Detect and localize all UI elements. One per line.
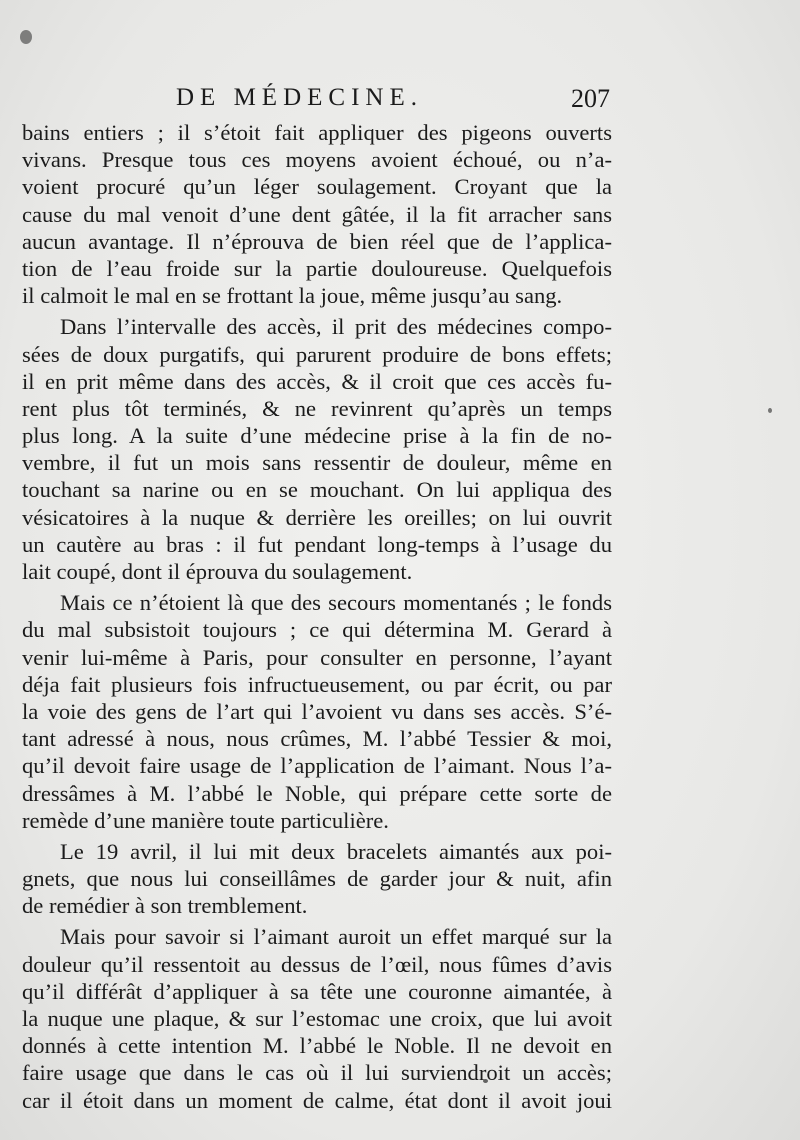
text-line: voient procuré qu’un léger soulagement. Croyant que la: [22, 174, 612, 200]
text-line: gnets, que nous lui conseillâmes de garder jour & nuit, afin: [22, 866, 612, 892]
text-line: il calmoit le mal en se frottant la joue, même jusqu’au sang.: [22, 283, 563, 309]
text-line: Mais ce n’étoient là que des secours momentanés ; le fonds: [60, 590, 612, 616]
text-line: aucun avantage. Il n’éprouva de bien réel que de l’applica-: [22, 228, 612, 254]
text-line: cause du mal venoit d’une dent gâtée, il la fit arracher sans: [22, 201, 612, 227]
text-line: vésicatoires à la nuque & derrière les oreilles; on lui ouvrit: [22, 504, 612, 530]
text-line: du mal subsistoit toujours ; ce qui détermina M. Gerard à: [22, 617, 612, 643]
text-line: dressâmes à M. l’abbé le Noble, qui prépare cette sorte de: [22, 780, 612, 806]
text-line: qu’il différât d’appliquer à sa tête une couronne aimantée, à: [22, 978, 612, 1004]
ink-spot: [20, 30, 32, 44]
text-line: remède d’une manière toute particulière.: [22, 807, 389, 833]
text-line: faire usage que dans le cas où il lui surviendroit un accès;: [22, 1060, 612, 1086]
running-head: DE MÉDECINE.: [176, 84, 423, 111]
text-line: vembre, il fut un mois sans ressentir de douleur, même en: [22, 450, 612, 476]
text-line: tant adressé à nous, nous crûmes, M. l’abbé Tessier & moi,: [22, 726, 612, 752]
text-line: Dans l’intervalle des accès, il prit des médecines compo-: [60, 314, 612, 340]
text-line: bains entiers ; il s’étoit fait appliquer des pigeons ouverts: [22, 120, 612, 145]
text-line: il en prit même dans des accès, & il croit que ces accès fu-: [22, 368, 612, 394]
text-line: Le 19 avril, il lui mit deux bracelets aimantés aux poi-: [60, 838, 612, 864]
text-line: rent plus tôt terminés, & ne revinrent qu’après un temps: [22, 395, 612, 421]
text-line: donnés à cette intention M. l’abbé le Noble. Il ne devoit en: [22, 1033, 612, 1059]
text-line: plus long. A la suite d’une médecine prise à la fin de no-: [22, 423, 612, 449]
text-line: un cautère au bras : il fut pendant long-temps à l’usage du: [22, 531, 612, 557]
text-line: lait coupé, dont il éprouva du soulagement.: [22, 559, 413, 584]
text-line: qu’il devoit faire usage de l’application de l’aimant. Nous l’a-: [22, 753, 612, 779]
text-line: tion de l’eau froide sur la partie douloureuse. Quelquefois: [22, 255, 612, 281]
text-line: car il étoit dans un moment de calme, état dont il avoit joui: [22, 1087, 612, 1113]
text-line: vivans. Presque tous ces moyens avoient échoué, ou n’a-: [22, 147, 612, 173]
page-header: [120, 84, 610, 114]
body-text: [22, 119, 612, 1114]
text-line: Mais pour savoir si l’aimant auroit un effet marqué sur la: [60, 924, 612, 950]
text-line: la nuque une plaque, & sur l’estomac une croix, que lui avoit: [22, 1006, 612, 1031]
text-line: de remédier à son tremblement.: [22, 893, 308, 919]
page-number: 207: [571, 84, 610, 113]
text-line: déja fait plusieurs fois infructueusement, ou par écrit, ou par: [22, 671, 612, 697]
text-line: douleur qu’il ressentoit au dessus de l’œil, nous fûmes d’avis: [22, 951, 612, 977]
text-line: la voie des gens de l’art qui l’avoient vu dans ses accès. S’é-: [22, 698, 612, 724]
ink-spot: [768, 408, 772, 413]
text-line: venir lui-même à Paris, pour consulter en personne, l’ayant: [22, 644, 612, 670]
text-line: touchant sa narine ou en se mouchant. On lui appliqua des: [22, 477, 612, 503]
text-line: sées de doux purgatifs, qui parurent produire de bons effets;: [22, 341, 612, 367]
